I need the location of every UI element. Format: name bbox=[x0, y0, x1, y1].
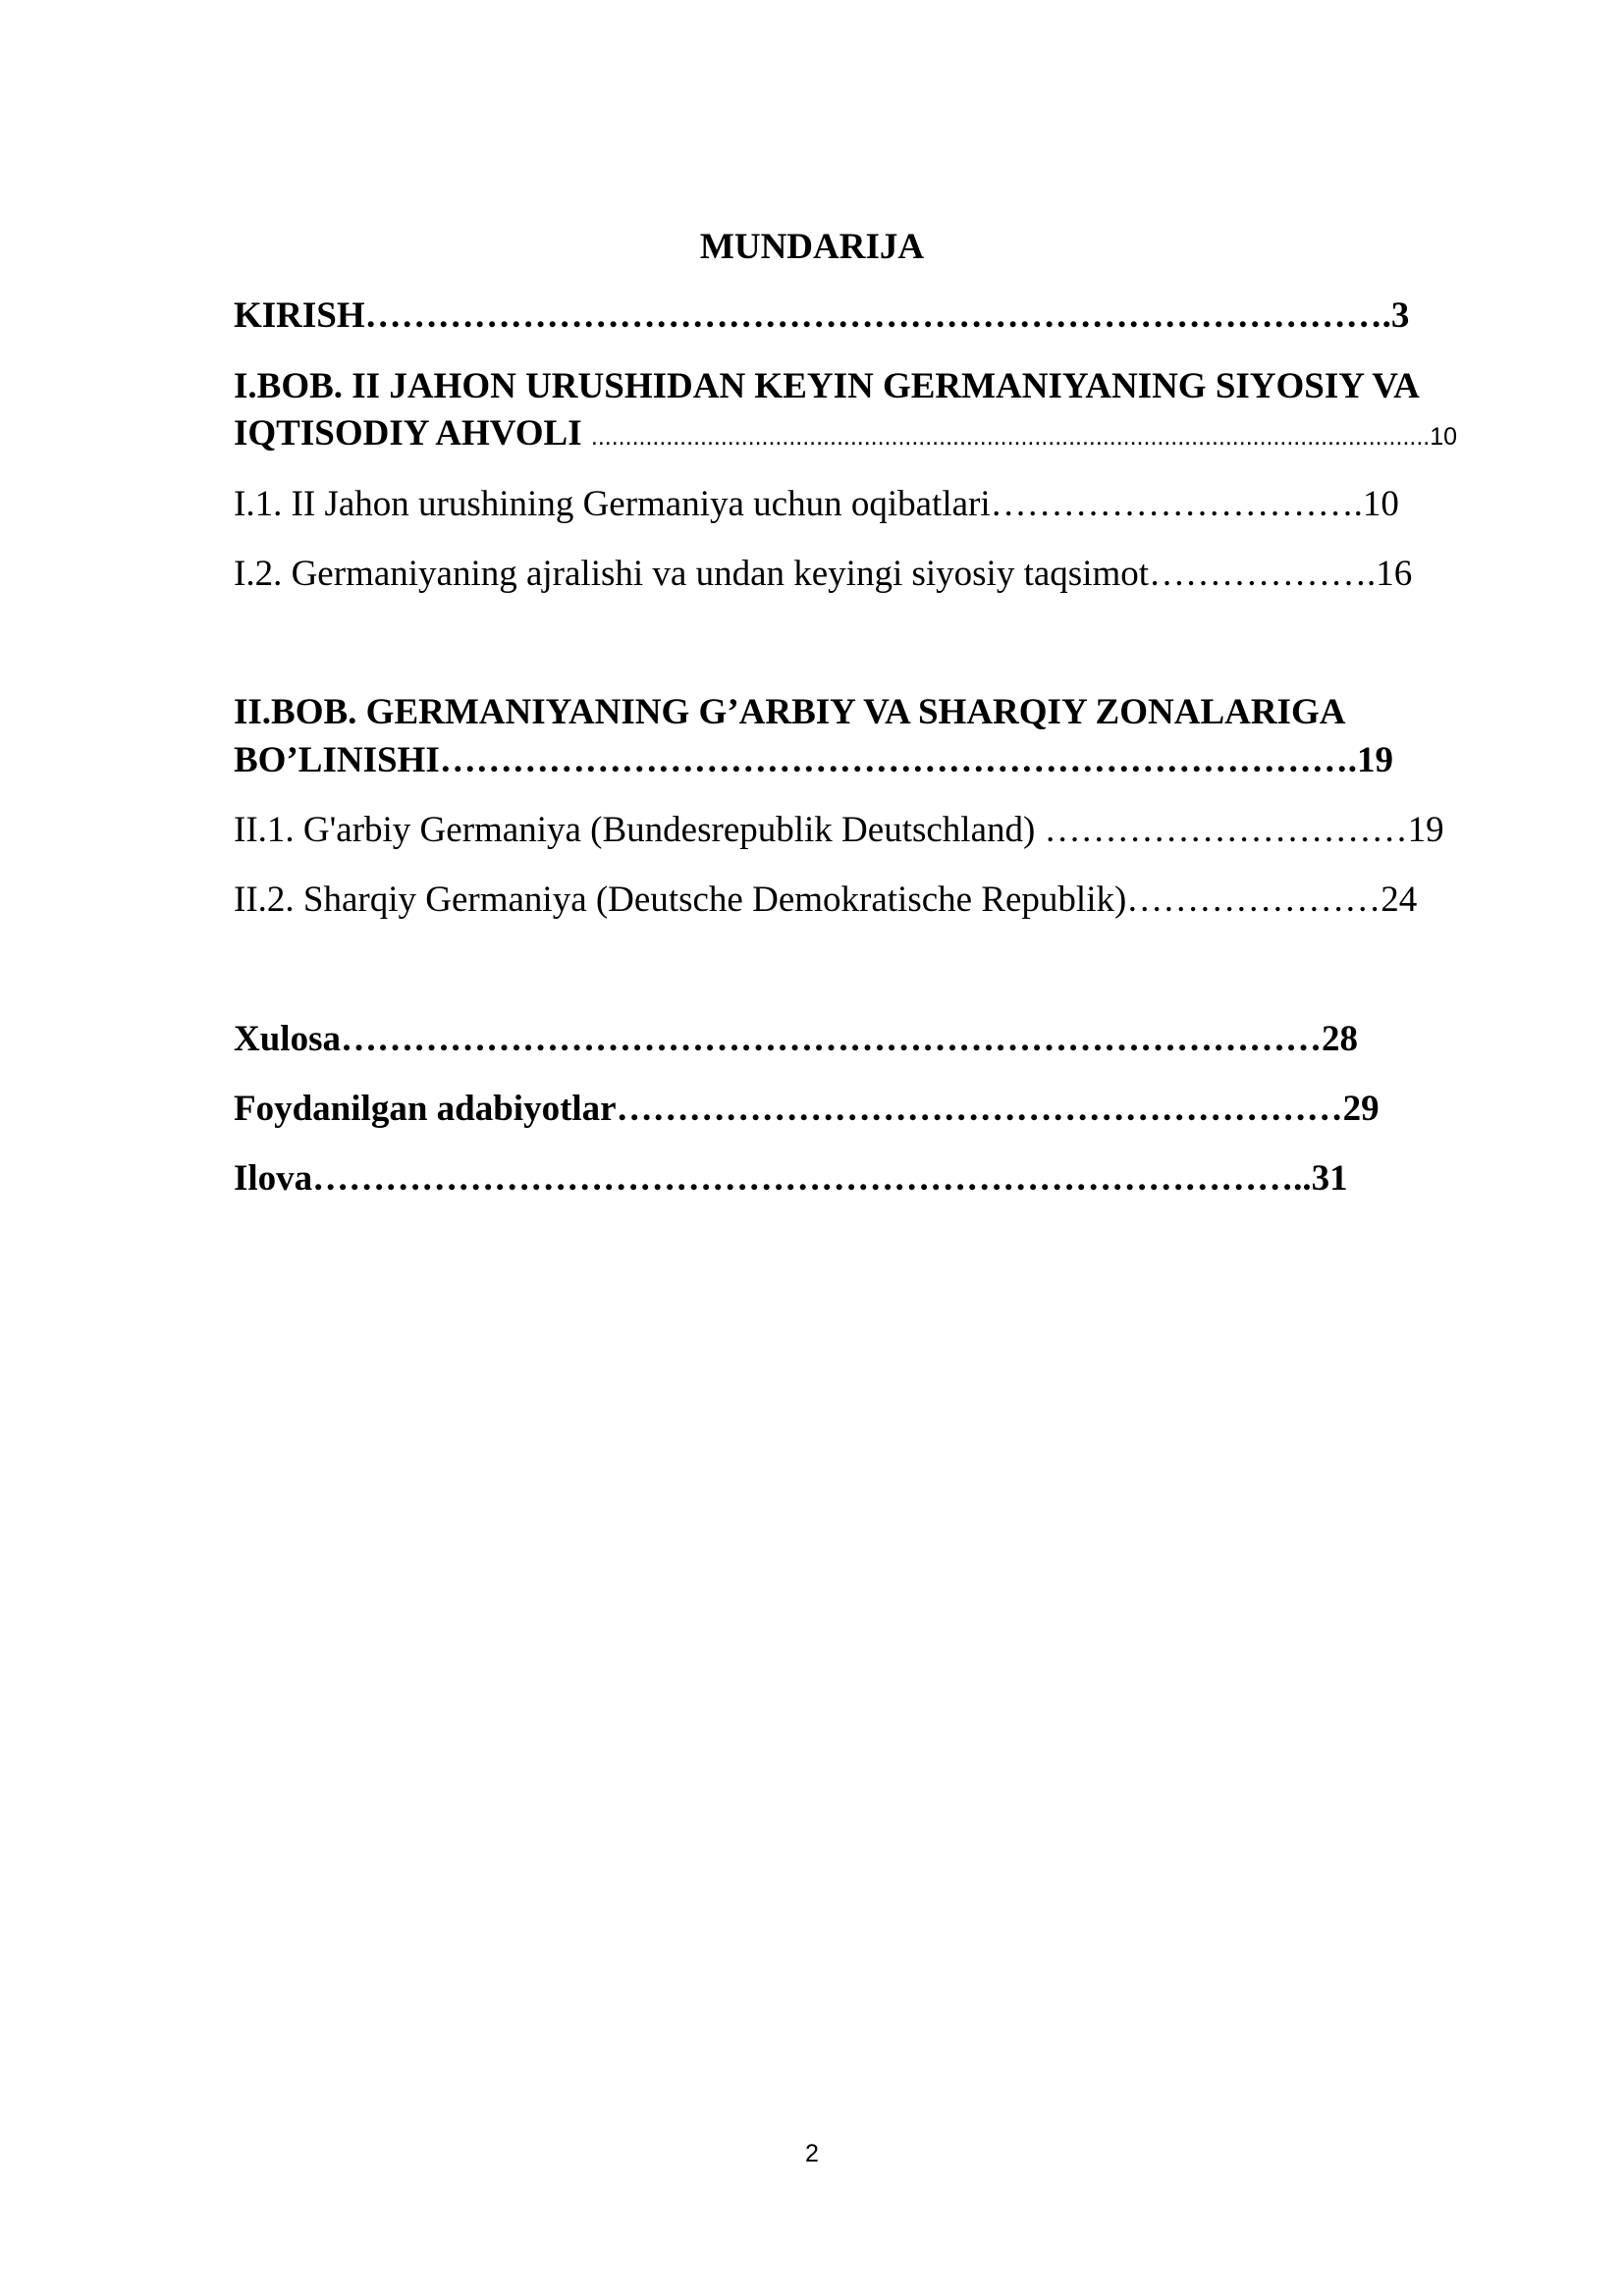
toc-title: MUNDARIJA bbox=[699, 227, 925, 267]
toc-entry-chapter-2-line-1: II.BOB. GERMANIYANING G’ARBIY VA SHARQIY ZONALARIGA bbox=[234, 692, 1346, 732]
toc-entry-section-1-2: I.2. Germaniyaning ajralishi va undan keyingi siyosiy taqsimot……………….16 bbox=[234, 554, 1413, 594]
toc-entry-chapter-1-leader: ...........................................................................................................................10 bbox=[590, 423, 1458, 451]
toc-entry-ilova: Ilova………………………………………………………………………..31 bbox=[234, 1158, 1348, 1199]
toc-entry-section-1-1: I.1. II Jahon urushining Germaniya uchun oqibatlari………………………….10 bbox=[234, 484, 1399, 524]
toc-entry-section-2-1: II.1. G'arbiy Germaniya (Bundesrepublik Deutschland) …………………………19 bbox=[234, 810, 1444, 850]
toc-entry-chapter-1-line-2 bbox=[234, 410, 1457, 460]
toc-entry-xulosa: Xulosa………………………………………………………………………28 bbox=[234, 1019, 1358, 1059]
toc-entry-kirish: KIRISH………………………………………………………………………….3 bbox=[234, 295, 1410, 336]
toc-entry-chapter-1-line-1: I.BOB. II JAHON URUSHIDAN KEYIN GERMANIYANING SIYOSIY VA bbox=[234, 366, 1420, 406]
toc-entry-chapter-2-line-2: BO’LINISHI………………………………………………………………….19 bbox=[234, 740, 1393, 780]
toc-entry-section-2-2: II.2. Sharqiy Germaniya (Deutsche Demokratische Republik)…………………24 bbox=[234, 880, 1418, 920]
page-number: 2 bbox=[805, 2140, 819, 2167]
toc-entry-adabiyotlar: Foydanilgan adabiyotlar……………………………………………………29 bbox=[234, 1089, 1380, 1129]
toc-entry-chapter-1-line-2-text: IQTISODIY AHVOLI bbox=[234, 413, 582, 454]
